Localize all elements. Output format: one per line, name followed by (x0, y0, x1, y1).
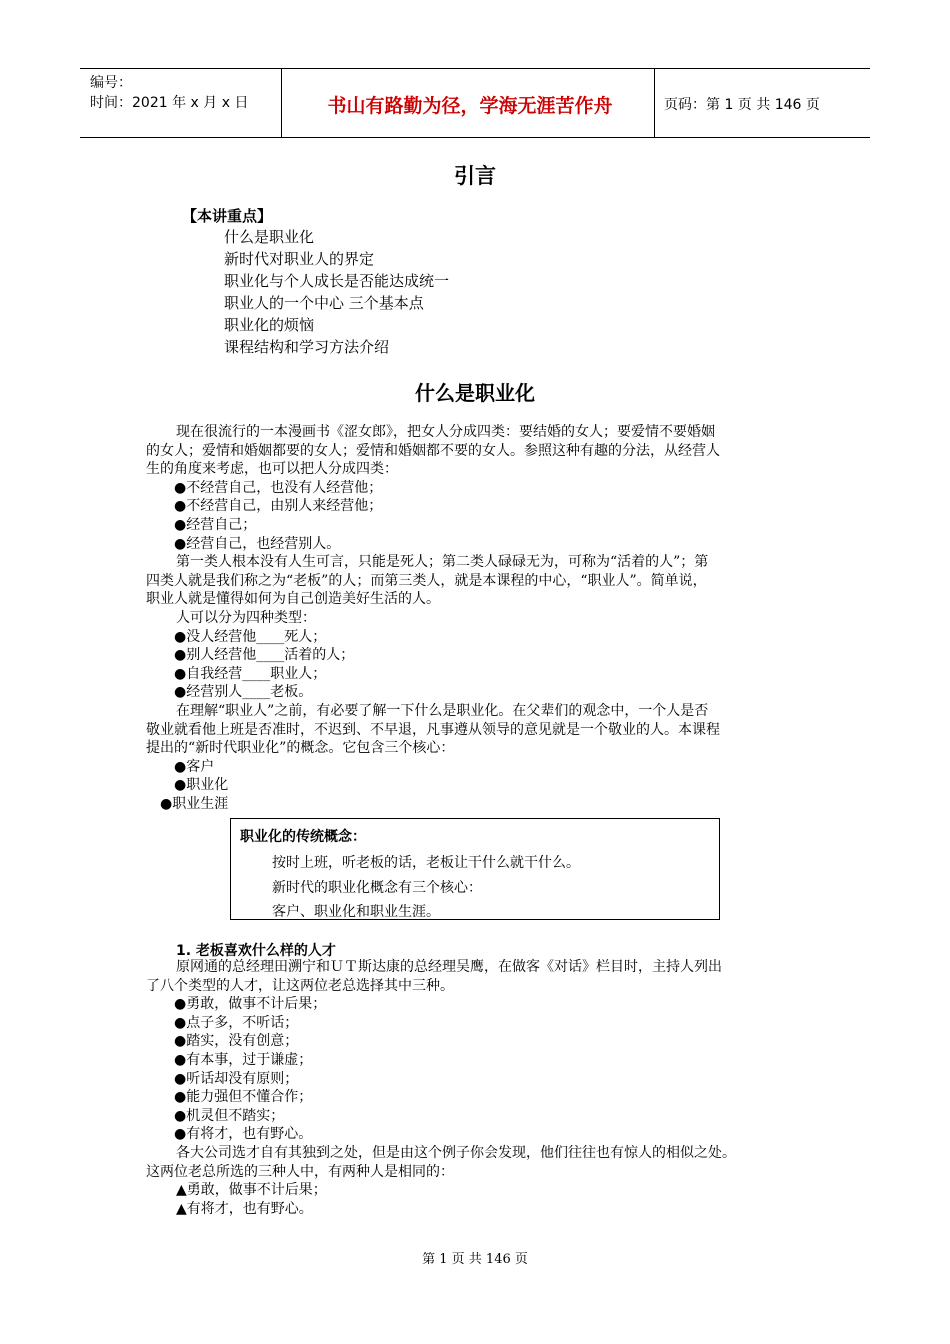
paragraph-line: 第一类人根本没有人生可言，只能是死人；第二类人碌碌无为，可称为“活着的人”；第 (176, 554, 709, 571)
paragraph-line: 的女人；爱情和婚姻都要的女人；爱情和婚姻都不要的女人。参照这种有趣的分法，从经营人 (146, 442, 720, 459)
document-number-label: 编号： (90, 75, 132, 91)
list-item: ●不经营自己，由别人来经营他； (174, 498, 383, 515)
list-item: ●听话却没有原则； (174, 1070, 299, 1087)
list-item: ▲勇敢，做事不计后果； (176, 1182, 327, 1199)
page-footer: 第 1 页 共 146 页 (422, 1252, 528, 1267)
paragraph-line: 人可以分为四种类型： (176, 609, 316, 626)
note-box-line: 按时上班，听老板的话，老板让干什么就干什么。 (272, 855, 580, 871)
list-item: ●有将才，也有野心。 (174, 1126, 313, 1143)
paragraph-line: 这两位老总所选的三种人中，有两种人是相同的： (146, 1163, 454, 1180)
key-point-item: 课程结构和学习方法介绍 (224, 338, 390, 356)
document-header (80, 68, 870, 138)
list-item: ●经营自己； (174, 516, 257, 533)
key-point-item: 职业人的一个中心 三个基本点 (224, 294, 424, 312)
paragraph-line: 了八个类型的人才，让这两位老总选择其中三种。 (146, 977, 454, 994)
list-item: ●客户 (174, 758, 215, 775)
paragraph-line: 各大公司选才自有其独到之处，但是由这个例子你会发现，他们往往也有惊人的相似之处。 (176, 1144, 736, 1161)
page-title: 引言 (454, 164, 496, 188)
paragraph-line: 现在很流行的一本漫画书《涩女郎》，把女人分成四类：要结婚的女人；要爱情不要婚姻 (176, 424, 715, 440)
concept-note-box (230, 818, 720, 920)
key-points-list (224, 226, 449, 358)
header-divider (281, 69, 282, 137)
list-item: ●踏实，没有创意； (174, 1033, 299, 1050)
list-item: ●经营自己，也经营别人。 (174, 535, 341, 552)
note-box-title: 职业化的传统概念： (240, 829, 366, 845)
list-item: ●有本事，过于谦虚； (174, 1051, 313, 1068)
list-item: ●勇敢，做事不计后果； (174, 996, 327, 1013)
list-item: ●没人经营他____死人； (174, 628, 327, 645)
list-item: ●职业化 (174, 777, 229, 794)
paragraph-line: 原网通的总经理田溯宁和ＵＴ斯达康的总经理吴鹰，在做客《对话》栏目时，主持人列出 (176, 959, 722, 975)
paragraph-line: 职业人就是懂得如何为自己创造美好生活的人。 (146, 591, 440, 608)
list-item: ●点子多，不听话； (174, 1014, 299, 1031)
header-meta (90, 73, 248, 113)
list-item: ●不经营自己，也没有人经营他； (174, 479, 383, 496)
list-item: ●职业生涯 (160, 795, 229, 812)
list-item: ●自我经营____职业人； (174, 665, 327, 682)
subsection-text (146, 958, 736, 1218)
note-box-lines (272, 851, 580, 925)
note-box-line: 客户、职业化和职业生涯。 (272, 904, 440, 920)
section-title: 什么是职业化 (415, 381, 535, 405)
key-point-item: 职业化的烦恼 (224, 316, 315, 334)
header-motto: 书山有路勤为径，学海无涯苦作舟 (327, 95, 613, 117)
subsection-title: 1. 老板喜欢什么样的人才 (176, 943, 336, 959)
list-item: ●经营别人____老板。 (174, 684, 313, 701)
key-point-item: 新时代对职业人的界定 (224, 250, 375, 268)
body-text (146, 423, 720, 813)
paragraph-line: 四类人就是我们称之为“老板”的人；而第三类人，就是本课程的中心，“职业人”。简单说， (146, 572, 707, 589)
key-point-item: 什么是职业化 (224, 228, 315, 246)
paragraph-line: 在理解“职业人”之前，有必要了解一下什么是职业化。在父辈们的观念中，一个人是否 (176, 702, 709, 719)
paragraph-line: 提出的“新时代职业化”的概念。它包含三个核心： (146, 740, 455, 757)
list-item: ●别人经营他____活着的人； (174, 647, 355, 664)
list-item: ▲有将才，也有野心。 (176, 1200, 313, 1217)
paragraph-line: 敬业就看他上班是否准时，不迟到、不早退，凡事遵从领导的意见就是一个敬业的人。本课程 (146, 721, 720, 738)
list-item: ●机灵但不踏实； (174, 1107, 285, 1124)
list-item: ●能力强但不懂合作； (174, 1089, 313, 1106)
note-box-line: 新时代的职业化概念有三个核心： (272, 879, 482, 896)
paragraph-line: 生的角度来考虑，也可以把人分成四类： (146, 461, 398, 478)
key-point-item: 职业化与个人成长是否能达成统一 (224, 272, 450, 290)
key-points-heading: 【本讲重点】 (182, 207, 273, 225)
header-page-info: 页码：第 1 页 共 146 页 (664, 97, 820, 113)
document-date: 时间：2021 年 x 月 x 日 (90, 95, 249, 111)
